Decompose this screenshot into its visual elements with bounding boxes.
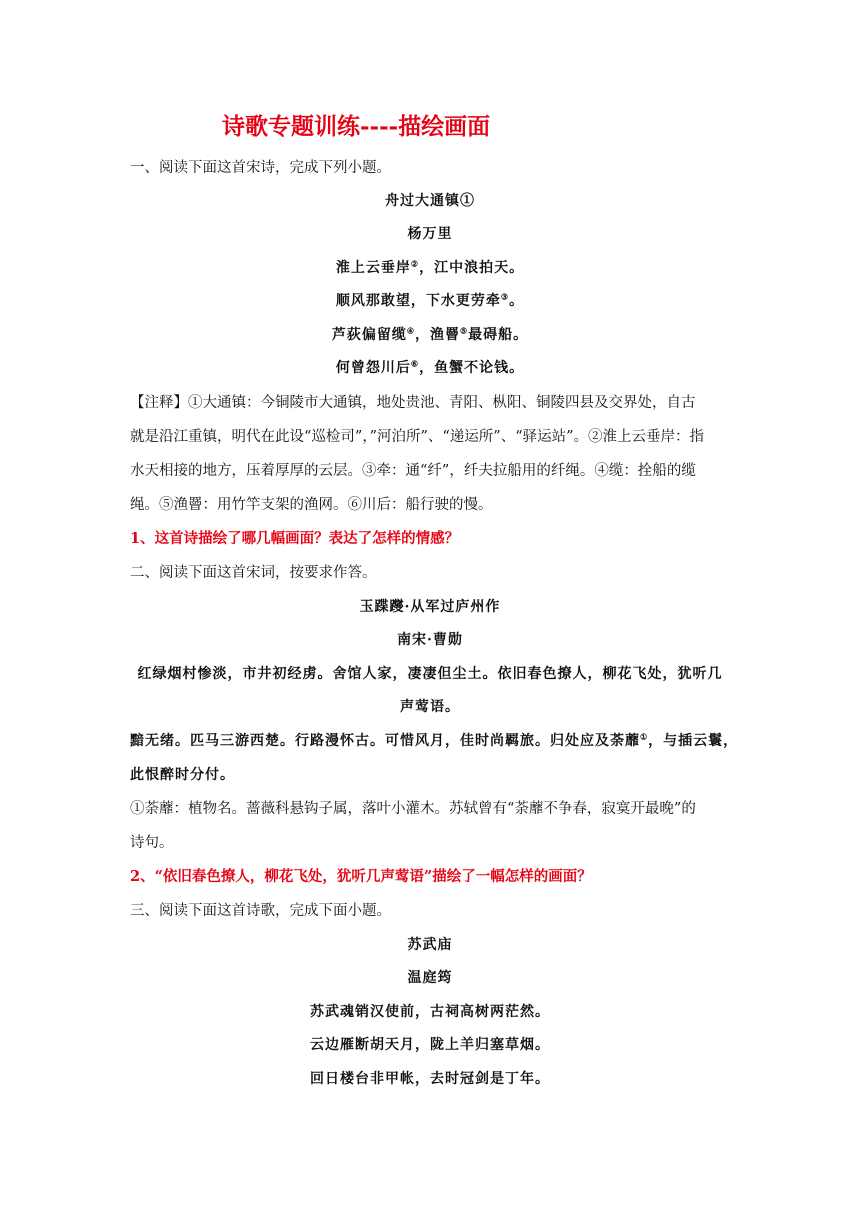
footnote-mark: ③ [500,291,510,302]
ci-text-line: 红绿烟村惨淡，市井初经虏。舍馆人家，凄凄但尘土。依旧春色撩人，柳花飞处，犹听几 [137,666,723,682]
footnote-mark: ① [640,731,649,742]
poem-3-line: 云边雁断胡天月，陇上羊归塞草烟。 [310,1037,550,1053]
annotation-line: 就是沿江重镇，明代在此设“巡检司”，”河泊所”、“递运所”、“驿运站”。②淮上云垂岸：指 [130,429,705,445]
annotation-line: 诗句。 [130,835,174,851]
poem-1-line: 顺风那敢望，下水更劳牵③。 [335,291,525,309]
question-1: 1、这首诗描绘了哪几幅画面？表达了怎样的情感？ [130,530,460,547]
ci-text-line: 黯无绪。匹马三游西楚。行路漫怀古。可惜风月，佳时尚羁旅。归处应及荼蘼①，与插云鬟， [130,731,739,749]
annotation-line: ①荼蘼：植物名。蔷薇科悬钩子属，落叶小灌木。苏轼曾有“荼蘼不争春，寂寞开最晚”的 [130,801,696,817]
poem-1-author: 杨万里 [407,226,453,242]
annotation-line: 【注释】①大通镇：今铜陵市大通镇，地处贵池、青阳、枞阳、铜陵四县及交界处，自古 [130,395,696,411]
poem-2-title: 玉蹀躞·从军过庐州作 [359,599,501,615]
question-2: 2、“依旧春色撩人，柳花飞处，犹听几声莺语”描绘了一幅怎样的画面？ [130,868,592,885]
page-title: 诗歌专题训练----描绘画面 [222,113,491,140]
poem-3-line: 苏武魂销汉使前，古祠高树两茫然。 [310,1004,550,1020]
poem-3-title: 苏武庙 [407,937,453,953]
annotation-line: 水天相接的地方，压着厚厚的云层。③牵：通“纤”，纤夫拉船用的纤绳。④缆：拴船的缆 [130,463,696,479]
poem-3-line: 回日楼台非甲帐，去时冠剑是丁年。 [310,1071,550,1087]
poem-1-line: 淮上云垂岸②，江中浪拍天。 [335,258,525,276]
poem-3-author: 温庭筠 [407,970,453,986]
poem-2-author: 南宋·曹勋 [397,632,463,648]
footnote-mark: ② [410,258,420,269]
section-2-heading: 二、阅读下面这首宋词，按要求作答。 [130,565,377,581]
poem-1-title: 舟过大通镇① [385,193,475,209]
ci-text-line: 此恨醉时分付。 [130,767,235,783]
poem-1-line: 芦荻偏留缆④，渔罾⑤最碍船。 [331,325,529,343]
footnote-mark: ④ [406,325,415,336]
ci-text-line: 声莺语。 [400,699,460,715]
footnote-mark: ⑤ [460,325,469,336]
poem-1-line: 何曾怨川后⑥，鱼蟹不论钱。 [335,358,525,376]
section-3-heading: 三、阅读下面这首诗歌，完成下面小题。 [130,903,391,919]
footnote-mark: ⑥ [410,358,420,369]
section-1-heading: 一、阅读下面这首宋诗，完成下列小题。 [130,160,391,176]
annotation-line: 绳。⑤渔罾：用竹竿支架的渔网。⑥川后：船行驶的慢。 [130,497,493,513]
